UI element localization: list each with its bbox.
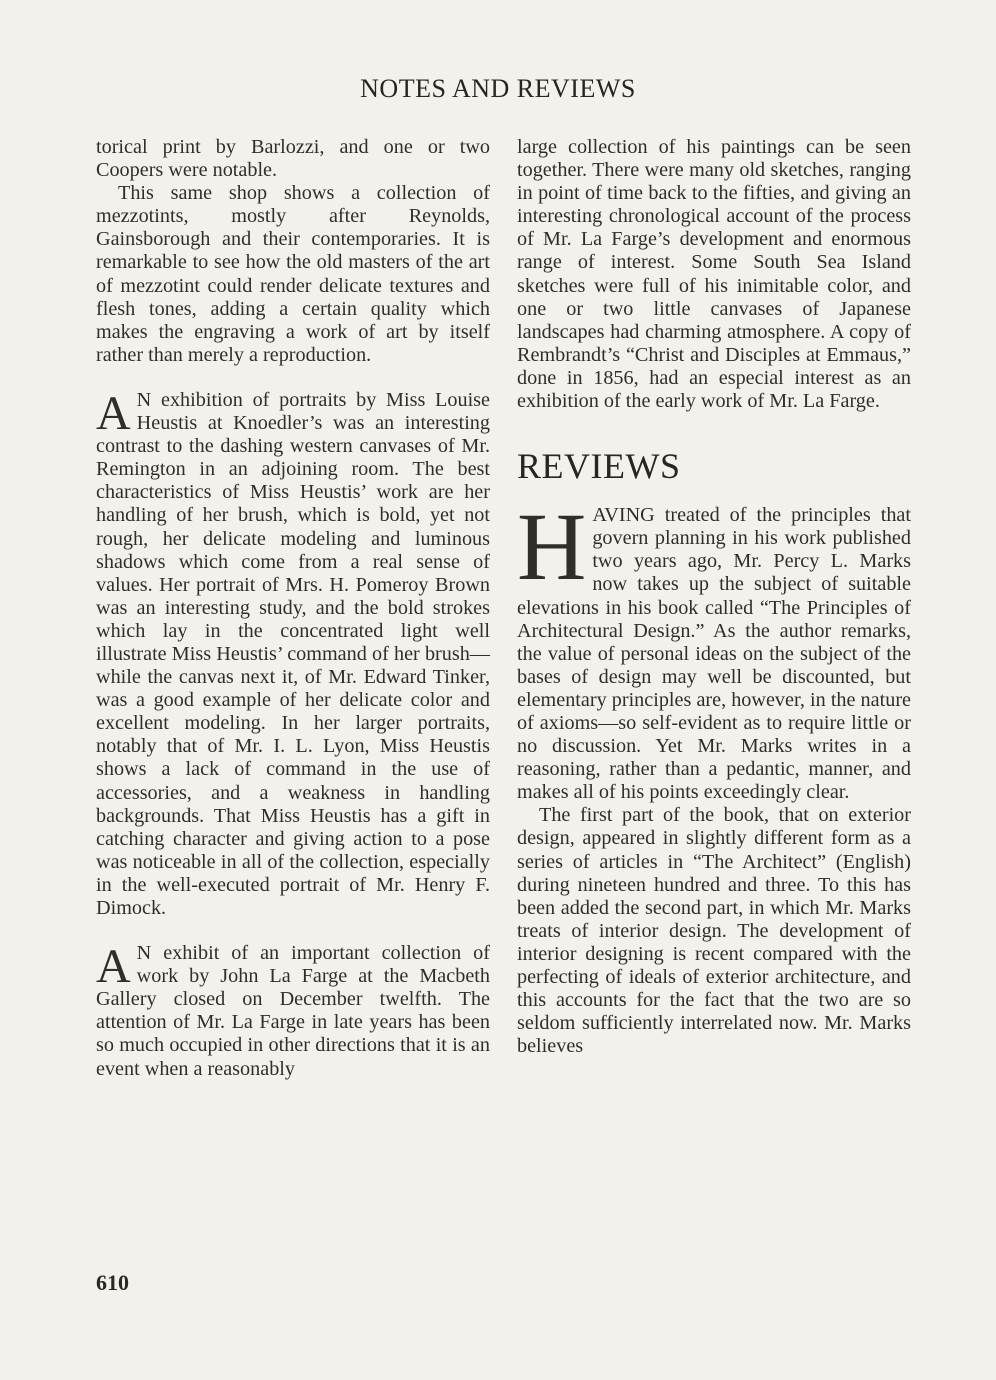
running-header: NOTES AND REVIEWS (360, 74, 636, 103)
left-column (96, 136, 490, 1081)
paragraph-mezzotints: This same shop shows a collection of mezzotints, mostly after Reynolds, Gainsborough and their contemporaries. It is remarkable to see how the old masters of the art of mezzotint could render delicate textures and flesh tones, adding a certain quality which makes the engraving a work of art by itself rather than merely a reproduction. (96, 182, 490, 366)
paragraph-text: AVING treated of the principles that govern planning in his work published two years ago, Mr. Percy L. Marks now takes up the subject of suitable elevations in his book called “The Principles of Architectural Design.” As the author remarks, the value of personal ideas on the subject of the bases of design may well be discounted, but elementary principles are, however, in the nature of axioms—so self-evident as to require little or no discussion. Yet Mr. Marks writes in a reasoning, rather than a pedantic, manner, and makes all of his points exceedingly clear. (517, 504, 911, 804)
paragraph-heustis-exhibition (96, 386, 490, 920)
paragraph-continued: torical print by Barlozzi, and one or two Coopers were notable. (96, 136, 490, 182)
paragraph-text: N exhibit of an important collection of work by John La Farge at the Macbeth Gallery closed on December twelfth. The attention of Mr. La Farge in late years has been so much occupied in other directions that it is an event when a reasonably (96, 942, 490, 1080)
paragraph-la-farge-exhibit (96, 942, 490, 1081)
page-number: 610 (96, 1270, 129, 1295)
drop-cap: H (517, 493, 587, 601)
paragraph-la-farge-continued: large collection of his paintings can be seen together. There were many old sketches, ranging in point of time back to the fifties, and giving an interesting chronological account of the process of Mr. La Farge’s development and enormous range of interest. Some South Sea Island sketches were full of his inimitable color, and one or two little canvases of Japanese landscapes had charming atmosphere. A copy of Rembrandt’s “Christ and Disciples at Emmaus,” done in 1856, had an especial interest as an exhibition of the early work of Mr. La Farge. (517, 136, 911, 413)
paragraph-text: N exhibition of portraits by Miss Louise Heustis at Knoedler’s was an interesting contrast to the dashing western canvases of Mr. Remington in an adjoining room. The best characteristics of Miss Heustis’ work are her handling of her brush, which is bold, yet not rough, her delicate modeling and luminous shadows which come from a real sense of values. Her portrait of Mrs. H. Pomeroy Brown was an interesting study, and the bold strokes which lay in the concentrated light well illustrate Miss Heustis’ command of her brush—while the canvas next it, of Mr. Edward Tinker, was a good example of her delicate color and excellent modeling. In her larger portraits, notably that of Mr. I. L. Lyon, Miss Heustis shows a lack of command in the use of accessories, and a weakness in handling backgrounds. That Miss Heustis has a gift in catching character and giving action to a pose was noticeable in all of the collection, especially in the well-executed portrait of Mr. Henry F. Dimock. (96, 388, 490, 919)
drop-cap: A (96, 386, 131, 440)
paragraph-exterior-design: The first part of the book, that on exterior design, appeared in slightly different form as a series of articles in “The Architect” (English) during nineteen hundred and three. To this has been added the second part, in which Mr. Marks treats of interior design. The development of interior designing is recent compared with the perfecting of ideals of exterior architecture, and this accounts for the fact that the two are so seldom sufficiently interrelated now. Mr. Marks believes (517, 804, 911, 1058)
paragraph-marks-review (517, 493, 911, 804)
drop-cap: A (96, 940, 131, 994)
right-column (517, 136, 911, 1058)
section-heading-reviews: REVIEWS (517, 446, 681, 487)
